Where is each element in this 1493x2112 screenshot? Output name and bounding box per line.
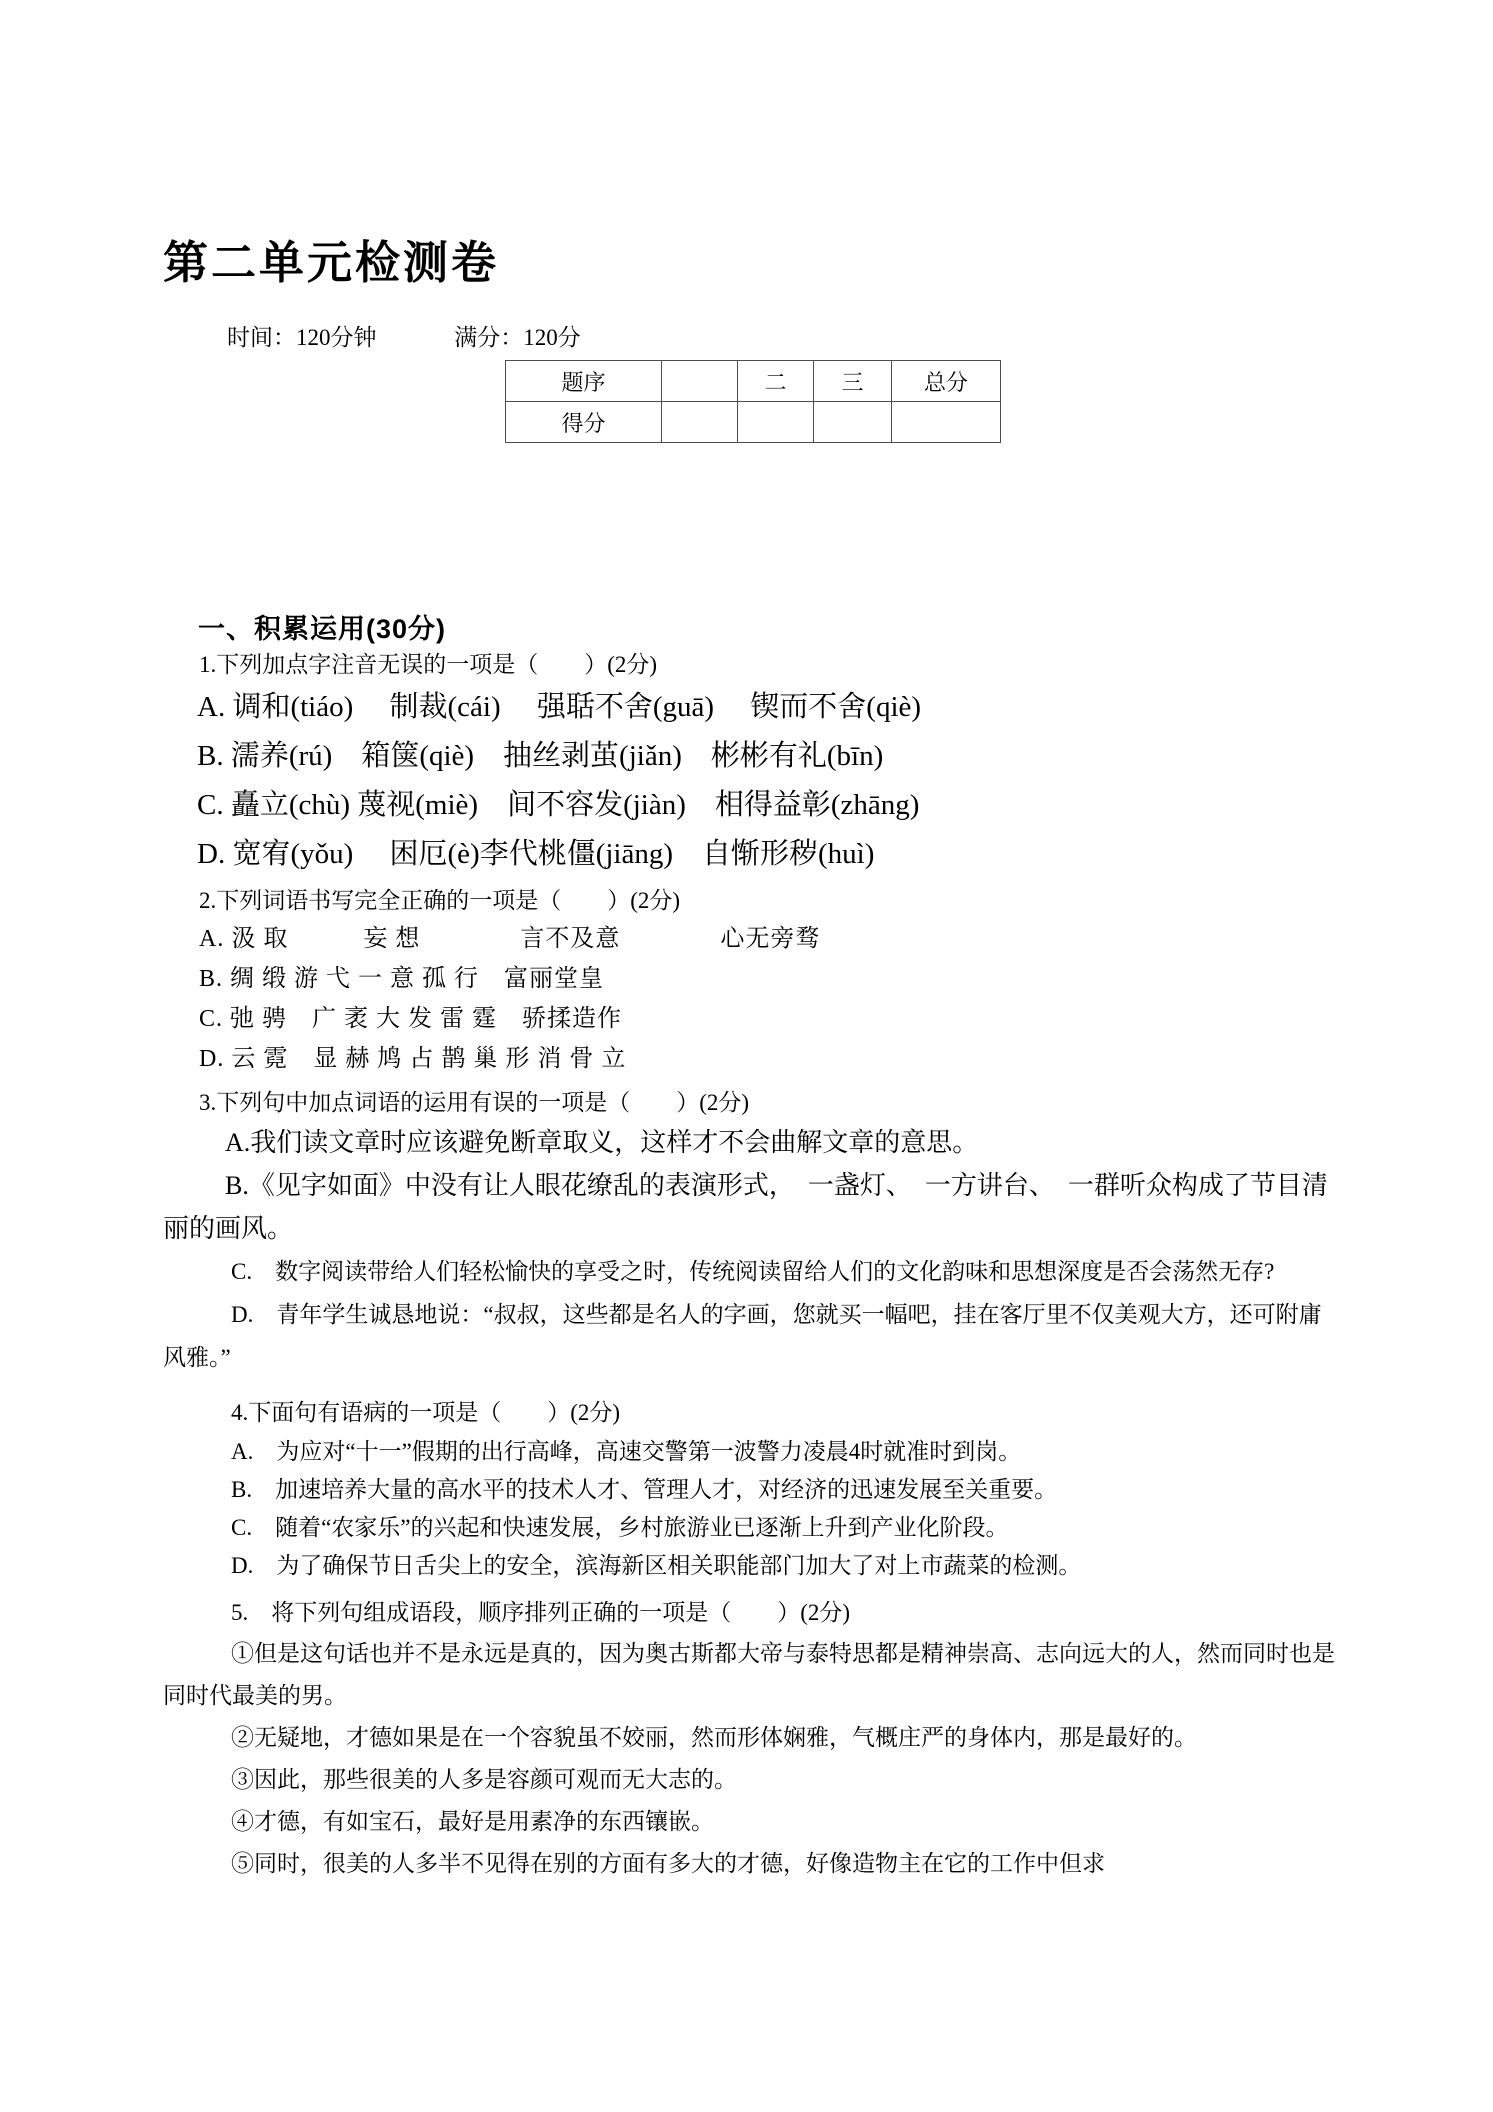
time-limit-label: 时间：120分钟 [227,325,377,350]
page-title: 第二单元检测卷 [163,238,500,288]
score-table-cell: 二 [738,361,814,402]
question-5-stem: 5. 将下列句组成语段，顺序排列正确的一项是（ ）(2分) [231,1600,851,1625]
question-3-stem: 3.下列句中加点词语的运用有误的一项是（ ）(2分) [199,1090,750,1115]
question-5-sentence-2: ②无疑地，才德如果是在一个容貌虽不姣丽，然而形体娴雅，气概庄严的身体内，那是最好的。 [231,1725,1197,1750]
question-5-sentence-5: ⑤同时，很美的人多半不见得在别的方面有多大的才德，好像造物主在它的工作中但求 [231,1851,1105,1876]
score-table [505,360,1001,443]
section-1-heading: 一、积累运用(30分) [198,614,447,644]
score-table-header-row [506,361,1001,402]
question-3-option-c: C. 数字阅读带给人们轻松愉快的享受之时，传统阅读留给人们的文化韵味和思想深度是否会荡然无存? [231,1259,1275,1284]
question-1-option-d: D. 宽宥(yǒu) 困厄(è)李代桃僵(jiāng) 自惭形秽(huì) [197,838,875,870]
question-3-option-b: B.《见字如面》中没有让人眼花缭乱的表演形式， 一盏灯、 一方讲台、 一群听众构成了节目清丽的画风。 [163,1171,1328,1243]
score-table-cell [662,361,738,402]
score-table-cell [662,402,738,443]
question-2-option-b: B. 绸 缎 游 弋 一 意 孤 行 富丽堂皇 [199,966,605,992]
question-1-stem: 1.下列加点字注音无误的一项是（ ）(2分) [199,652,658,677]
score-table-cell [738,402,814,443]
score-table-cell: 得分 [506,402,662,443]
question-5-sentence-1: ①但是这句话也并不是永远是真的，因为奥古斯都大帝与泰特思都是精神崇高、志向远大的人，然而同时也是同时代最美的男。 [163,1641,1335,1708]
question-2-stem: 2.下列词语书写完全正确的一项是（ ）(2分) [199,888,681,913]
exam-meta [163,324,1335,352]
question-2-option-a: A. 汲 取 妄 想 言不及意 心无旁骛 [199,926,821,952]
question-4-option-b: B. 加速培养大量的高水平的技术人才、管理人才，对经济的迅速发展至关重要。 [231,1477,1058,1502]
question-4-option-c: C. 随着“农家乐”的兴起和快速发展，乡村旅游业已逐渐上升到产业化阶段。 [231,1515,1009,1540]
question-5-sentence-3: ③因此，那些很美的人多是容颜可观而无大志的。 [231,1767,737,1792]
score-table-cell: 三 [814,361,892,402]
score-table-cell: 题序 [506,361,662,402]
question-2-option-c: C. 弛 骋 广 袤 大 发 雷 霆 骄揉造作 [199,1006,623,1032]
full-score-label: 满分：120分 [454,325,581,350]
question-2-option-d: D. 云 霓 显 赫 鸠 占 鹊 巢 形 消 骨 立 [199,1046,627,1072]
question-5-sentence-4: ④才德，有如宝石，最好是用素净的东西镶嵌。 [231,1809,714,1834]
question-4-option-a: A. 为应对“十一”假期的出行高峰，高速交警第一波警力凌晨4时就准时到岗。 [231,1439,1022,1464]
question-4-stem: 4.下面句有语病的一项是（ ）(2分) [231,1400,621,1425]
question-1-option-b: B. 濡养(rú) 箱箧(qiè) 抽丝剥茧(jiǎn) 彬彬有礼(bīn) [197,740,884,772]
score-table-cell: 总分 [892,361,1001,402]
score-table-cell [892,402,1001,443]
question-4-option-d: D. 为了确保节日舌尖上的安全，滨海新区相关职能部门加大了对上市蔬菜的检测。 [231,1553,1082,1578]
question-1-option-c: C. 矗立(chù) 蔑视(miè) 间不容发(jiàn) 相得益彰(zhāng) [197,789,920,821]
score-table-cell [814,402,892,443]
score-table-score-row [506,402,1001,443]
question-1-option-a: A. 调和(tiáo) 制裁(cái) 强聒不舍(guā) 锲而不舍(qiè) [197,691,922,723]
question-3-option-d: D. 青年学生诚恳地说：“叔叔，这些都是名人的字画，您就买一幅吧，挂在客厅里不仅美观大方，还可附庸风雅。” [163,1302,1322,1370]
question-3-option-a: A.我们读文章时应该避免断章取义，这样才不会曲解文章的意思。 [225,1128,979,1157]
